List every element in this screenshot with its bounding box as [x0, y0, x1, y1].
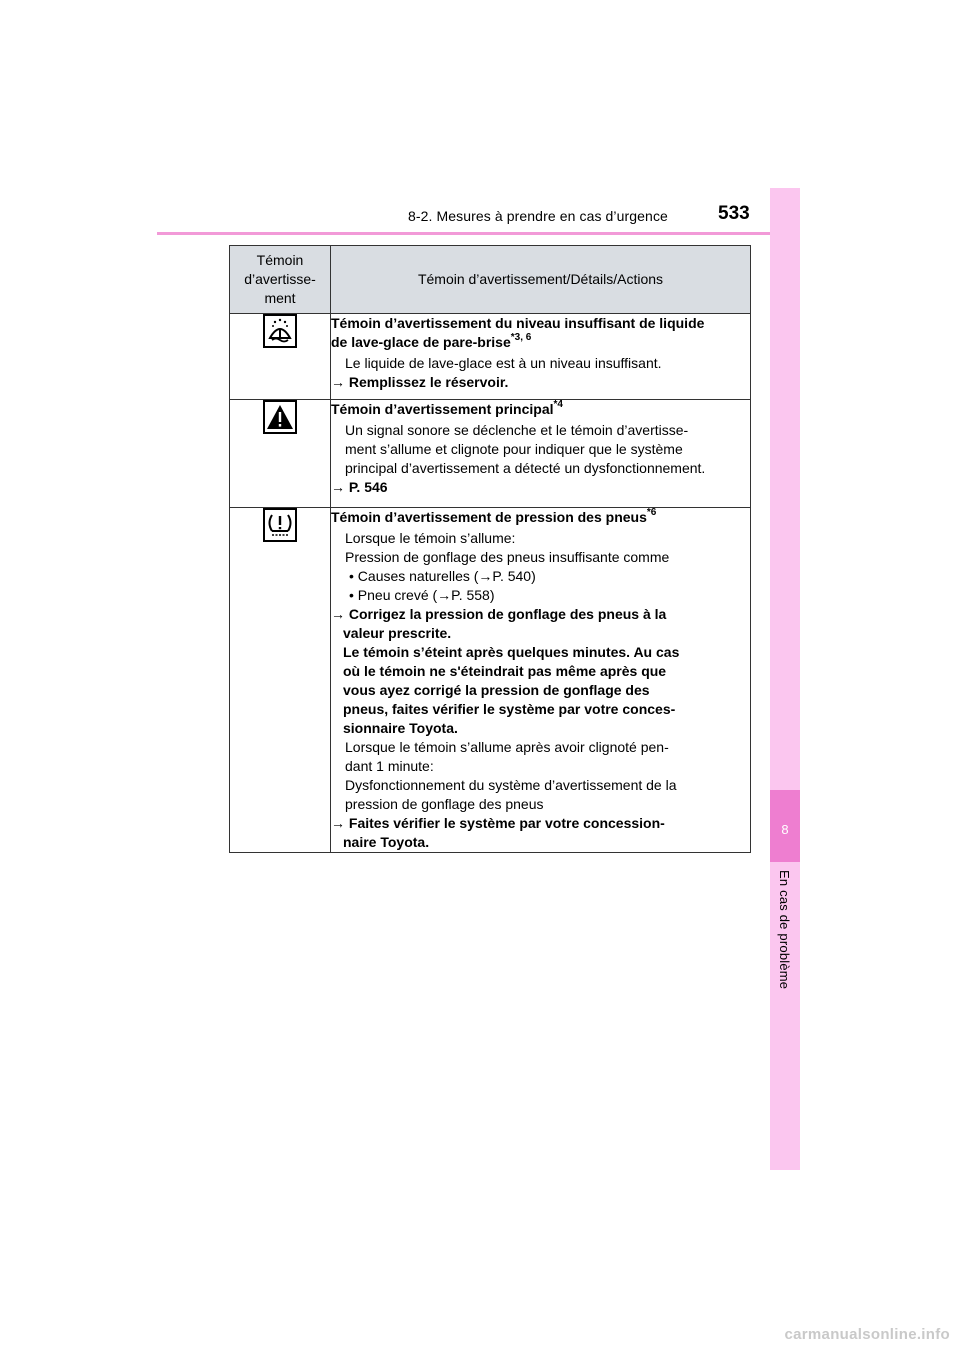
indicator-cell	[230, 314, 331, 400]
tire-pressure-icon	[263, 508, 297, 542]
warning-detail: Lorsque le témoin s’allume après avoir clignoté pen-	[345, 739, 669, 755]
arrow-icon: →	[331, 479, 345, 495]
warning-detail: Un signal sonore se déclenche et le témoin d’avertisse-	[345, 422, 689, 438]
watermark: carmanualsonline.info	[784, 1326, 950, 1343]
bullet-item: • Causes naturelles (→P. 540)	[349, 568, 536, 584]
warning-action	[331, 478, 750, 497]
warning-lights-table	[229, 245, 751, 853]
chapter-label: En cas de problème	[777, 870, 792, 990]
table-row	[230, 508, 751, 853]
warning-detail: Le liquide de lave-glace est à un niveau insuffisant.	[345, 355, 662, 371]
warning-detail: Dysfonctionnement du système d’avertissement de la	[345, 777, 677, 793]
warning-title	[331, 333, 750, 354]
action-text: naire Toyota.	[343, 834, 430, 850]
action-text: pneus, faites vérifier le système par votre conces-	[343, 701, 676, 717]
footnote-ref: *4	[553, 399, 563, 410]
page-reference-link[interactable]: P. 546	[348, 479, 388, 495]
action-text: Faites vérifier le système par votre concession-	[348, 815, 665, 831]
arrow-icon: →	[331, 815, 345, 831]
warning-title	[331, 400, 750, 421]
header-divider	[157, 232, 800, 235]
warning-detail: pression de gonflage des pneus	[345, 796, 544, 812]
table-row	[230, 314, 751, 400]
chapter-side-tab	[770, 188, 800, 1170]
warning-action	[331, 605, 750, 624]
col-header-indicator	[230, 246, 331, 314]
warning-action	[331, 814, 750, 833]
action-text: Le témoin s’éteint après quelques minutes. Au cas	[343, 644, 680, 660]
warning-detail: ment s’allume et clignote pour indiquer que le système	[345, 441, 683, 457]
details-cell	[331, 314, 751, 400]
warning-detail: Lorsque le témoin s’allume:	[345, 530, 516, 546]
action-text: Remplissez le réservoir.	[348, 374, 509, 390]
arrow-icon: →	[331, 606, 345, 622]
action-text: sionnaire Toyota.	[343, 720, 458, 736]
warning-title-text: Témoin d’avertissement principal	[331, 401, 554, 417]
table-header-row	[230, 246, 751, 314]
indicator-cell	[230, 400, 331, 508]
action-text: vous ayez corrigé la pression de gonflage des	[343, 682, 650, 698]
chapter-number: 8	[781, 822, 789, 837]
arrow-icon: →	[331, 374, 345, 390]
warning-title	[331, 508, 750, 529]
indicator-cell	[230, 508, 331, 853]
section-title: 8-2. Mesures à prendre en cas d’urgence	[408, 208, 668, 224]
action-text: où le témoin ne s'éteindrait pas même après que	[343, 663, 667, 679]
warning-detail: dant 1 minute:	[345, 758, 434, 774]
col-header-line: Témoin	[256, 252, 304, 268]
footnote-ref: *6	[646, 507, 657, 518]
bullet-item: • Pneu crevé (→P. 558)	[349, 587, 495, 603]
action-text: valeur prescrite.	[343, 625, 452, 641]
footnote-ref: *3, 6	[510, 332, 532, 343]
action-text: Corrigez la pression de gonflage des pneus à la	[348, 606, 667, 622]
warning-action	[331, 373, 750, 392]
details-cell	[331, 400, 751, 508]
warning-title-text: Témoin d’avertissement de pression des pneus	[331, 509, 647, 525]
master-warning-icon	[263, 400, 297, 434]
warning-title: Témoin d’avertissement du niveau insuffisant de liquide	[331, 315, 705, 331]
table-row	[230, 400, 751, 508]
warning-detail: Pression de gonflage des pneus insuffisante comme	[345, 549, 670, 565]
washer-fluid-icon	[263, 314, 297, 348]
warning-title-text: de lave-glace de pare-brise	[331, 334, 511, 350]
col-header-line: ment	[264, 290, 296, 306]
col-header-details: Témoin d’avertissement/Détails/Actions	[331, 246, 751, 314]
page-number: 533	[718, 203, 750, 224]
details-cell	[331, 508, 751, 853]
warning-detail: principal d’avertissement a détecté un dysfonctionnement.	[345, 460, 706, 476]
col-header-line: d’avertisse-	[244, 271, 316, 287]
